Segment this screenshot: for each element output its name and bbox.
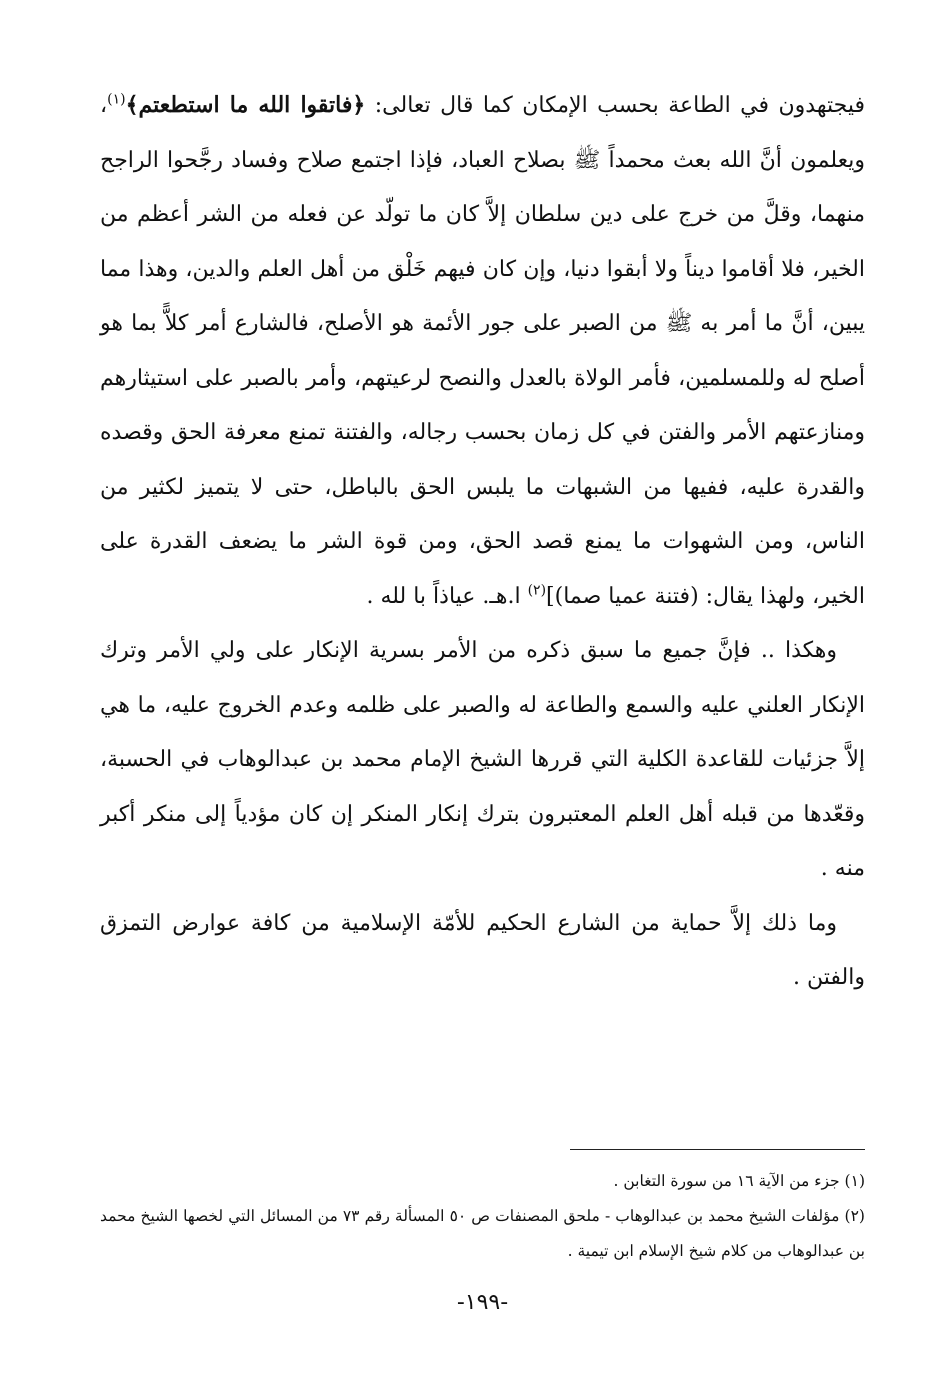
paragraph-1-body: ، ويعلمون أنَّ الله بعث محمداً ﷺ بصلاح العباد، فإذا اجتمع صلاح وفساد رجَّحوا الراجح منهما، وقلَّ من خرج على دين سلطان إلاَّ كان ما تولّد عن فعله من الشر أعظم من الخير، فلا أقاموا ديناً ولا أبقوا دنيا، وإن كان فيهم خَلْق من أهل العلم والدين، وهذا مما يبين، أنَّ ما أمر به ﷺ من الصبر على جور الأئمة هو الأصلح، فالشارع أمر كلاًّ بما هو أصلح له وللمسلمين، فأمر الولاة بالعدل والنصح لرعيتهم، وأمر بالصبر على استيثارهم ومنازعتهم الأمر والفتن في كل زمان بحسب رجاله، والفتنة تمنع معرفة الحق وقصده والقدرة عليه، ففيها من الشبهات ما يلبس الحق بالباطل، حتى لا يتميز لكثير من الناس، ومن الشهوات ما يمنع قصد الحق، ومن قوة الشر ما يضعف القدرة على الخير، ولهذا يقال: (فتنة عميا صما)] xyxy=(100,93,865,609)
paragraph-3: وما ذلك إلاَّ حماية من الشارع الحكيم للأمّة الإسلامية من كافة عوارض التمزق والفتن . xyxy=(100,910,865,990)
footnote-divider xyxy=(570,1149,865,1150)
paragraph-2: وهكذا .. فإنَّ جميع ما سبق ذكره من الأمر بسرية الإنكار على ولي الأمر وترك الإنكار العلني عليه والسمع والطاعة له والصبر على ظلمه وعدم الخروج عليه، ما هي إلاَّ جزئيات للقاعدة الكلية التي قررها الشيخ الإمام محمد بن عبدالوهاب في الحسبة، وقعّدها من قبله أهل العلم المعتبرون بترك إنكار المنكر إن كان مؤدياً إلى منكر أكبر منه . xyxy=(100,638,865,881)
paragraph-1 xyxy=(100,78,865,624)
page-number: -١٩٩- xyxy=(456,1290,509,1315)
footnote-ref-1: (١) xyxy=(107,91,126,108)
document-page xyxy=(100,78,865,1368)
footnote-ref-2: (٢) xyxy=(527,582,547,599)
paragraph-1-intro: فيجتهدون في الطاعة بحسب الإمكان كما قال تعالى: xyxy=(365,93,865,118)
body-text xyxy=(100,78,865,1006)
paragraph-1-end: ا.هـ. عياذاً با لله . xyxy=(366,583,528,609)
footnote-1: (١) جزء من الآية ١٦ من سورة التغابن . xyxy=(613,1172,865,1190)
quran-verse: ﴿فاتقوا الله ما استطعتم﴾ xyxy=(125,92,366,118)
footnotes xyxy=(100,1164,865,1269)
footnote-2: (٢) مؤلفات الشيخ محمد بن عبدالوهاب - ملحق المصنفات ص ٥٠ المسألة رقم ٧٣ من المسائل التي لخصها الشيخ محمد بن عبدالوهاب من كلام شيخ الإسلام ابن تيمية . xyxy=(100,1207,865,1260)
